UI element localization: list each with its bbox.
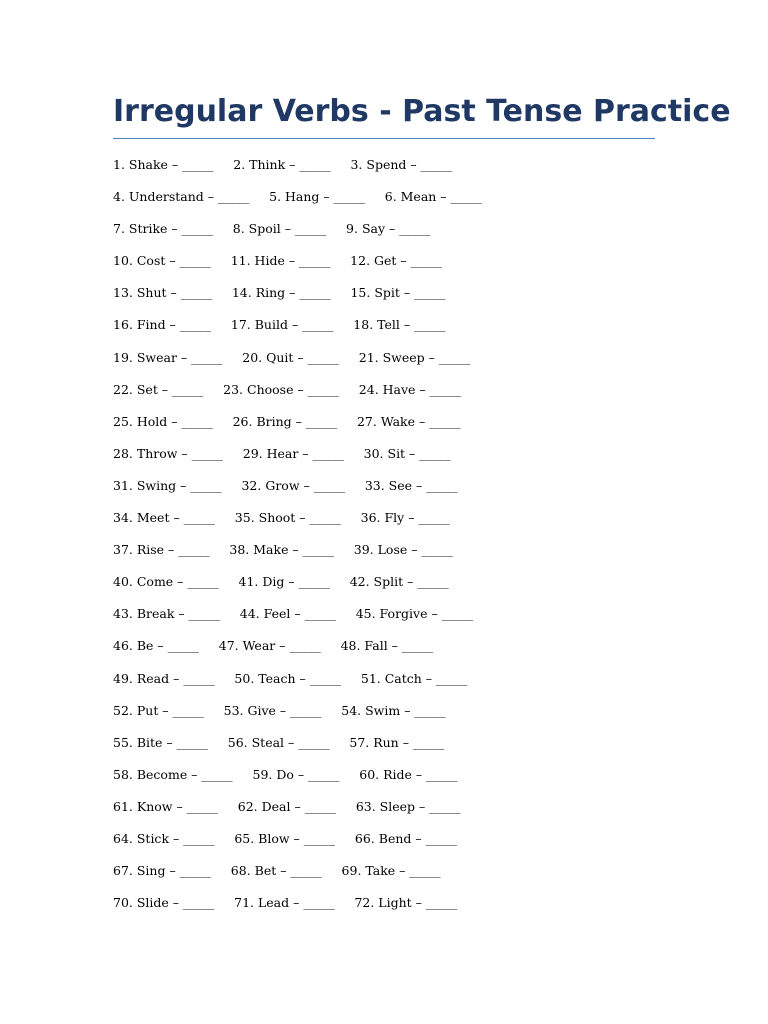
exercise-row: 52. Put – _____ 53. Give – _____ 54. Swim – _____ — [113, 702, 446, 718]
document-page — [113, 92, 731, 925]
exercise-row: 40. Come – _____ 41. Dig – _____ 42. Split – _____ — [113, 574, 449, 590]
exercise-row: 31. Swing – _____ 32. Grow – _____ 33. See – _____ — [113, 477, 458, 493]
exercise-row: 16. Find – _____ 17. Build – _____ 18. Tell – _____ — [113, 317, 446, 333]
exercise-row: 43. Break – _____ 44. Feel – _____ 45. Forgive – _____ — [113, 606, 473, 622]
exercise-row: 55. Bite – _____ 56. Steal – _____ 57. Run – _____ — [113, 734, 445, 750]
page-title: Irregular Verbs - Past Tense Practice — [113, 92, 655, 139]
exercise-row: 58. Become – _____ 59. Do – _____ 60. Ride – _____ — [113, 766, 458, 782]
exercise-row: 10. Cost – _____ 11. Hide – _____ 12. Get – _____ — [113, 253, 442, 269]
exercise-row: 46. Be – _____ 47. Wear – _____ 48. Fall – _____ — [113, 638, 434, 654]
exercise-row: 67. Sing – _____ 68. Bet – _____ 69. Take – _____ — [113, 863, 441, 879]
exercise-row: 19. Swear – _____ 20. Quit – _____ 21. Sweep – _____ — [113, 349, 471, 365]
exercise-row: 61. Know – _____ 62. Deal – _____ 63. Sleep – _____ — [113, 798, 461, 814]
exercise-row: 37. Rise – _____ 38. Make – _____ 39. Lose – _____ — [113, 542, 453, 558]
exercise-row: 13. Shut – _____ 14. Ring – _____ 15. Spit – _____ — [113, 285, 446, 301]
exercise-row: 49. Read – _____ 50. Teach – _____ 51. Catch – _____ — [113, 670, 468, 686]
exercise-list — [113, 155, 655, 925]
exercise-row: 22. Set – _____ 23. Choose – _____ 24. Have – _____ — [113, 381, 461, 397]
exercise-row: 70. Slide – _____ 71. Lead – _____ 72. Light – _____ — [113, 895, 458, 911]
exercise-row: 7. Strike – _____ 8. Spoil – _____ 9. Say – _____ — [113, 221, 431, 237]
exercise-row: 25. Hold – _____ 26. Bring – _____ 27. Wake – _____ — [113, 413, 461, 429]
exercise-row: 1. Shake – _____ 2. Think – _____ 3. Spend – _____ — [113, 157, 452, 172]
exercise-row: 4. Understand – _____ 5. Hang – _____ 6. Mean – _____ — [113, 189, 482, 205]
exercise-row: 64. Stick – _____ 65. Blow – _____ 66. Bend – _____ — [113, 830, 457, 846]
exercise-row: 28. Throw – _____ 29. Hear – _____ 30. Sit – _____ — [113, 445, 451, 461]
exercise-row: 34. Meet – _____ 35. Shoot – _____ 36. Fly – _____ — [113, 510, 450, 526]
